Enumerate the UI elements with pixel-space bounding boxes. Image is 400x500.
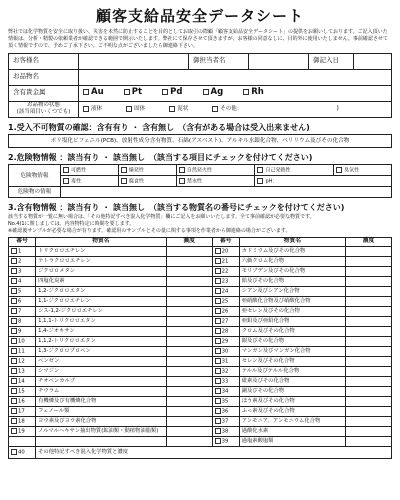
checkbox[interactable] xyxy=(121,167,127,173)
table-row xyxy=(9,316,392,326)
substance-number[interactable]: 12 xyxy=(9,356,36,366)
substance-number[interactable]: 15 xyxy=(9,386,36,396)
section3-notes: 該当する物質が一覧に無い場合は、「その他特記すべき混入化学物質」欄にご記入をお願いいたします。全て事前確認が必要な物質です。 No.4(1に関しましては、内容物特定に時間を要します。 ※確認後サンプルが必要な場合が有ります。確認用のサンプルとその量に関する事項を作業者から御連絡の場合がございます。 xyxy=(8,214,315,234)
table-row xyxy=(9,406,392,416)
checkbox[interactable] xyxy=(215,278,221,284)
substance-number xyxy=(9,436,36,446)
substance-name: 1,1,2-トリクロロエタン xyxy=(36,336,167,346)
substance-name: マンガン及びマンガン化合物 xyxy=(239,346,345,356)
table-row xyxy=(9,376,392,386)
checkbox[interactable] xyxy=(203,89,209,95)
customer-info-table xyxy=(8,53,392,118)
concentration-field[interactable] xyxy=(346,306,392,316)
substance-number[interactable]: 17 xyxy=(9,406,36,416)
checkbox[interactable] xyxy=(11,428,17,434)
checkbox[interactable] xyxy=(215,398,221,404)
checkbox[interactable] xyxy=(215,258,221,264)
checkbox[interactable] xyxy=(11,328,17,334)
checkbox[interactable] xyxy=(11,358,17,364)
table-row xyxy=(9,256,392,266)
checkbox[interactable] xyxy=(162,89,168,95)
checkbox[interactable] xyxy=(257,178,263,184)
substance-name: フェノール類 xyxy=(36,406,167,416)
substance-number[interactable]: 35 xyxy=(212,396,239,406)
table-row xyxy=(9,436,392,446)
metal-option-pt[interactable]: Pt xyxy=(124,87,142,97)
checkbox[interactable] xyxy=(11,308,17,314)
substance-name: シアン及びシアン化合物 xyxy=(239,286,345,296)
concentration-field[interactable] xyxy=(346,366,392,376)
substance-name: 1,2-ジクロロエタン xyxy=(36,286,167,296)
hazard-water-reactive[interactable]: 禁水性 xyxy=(176,176,255,187)
substance-name: ベンゼン xyxy=(36,356,167,366)
person-label: 御担当者名 xyxy=(189,53,249,69)
substance-number[interactable]: 26 xyxy=(212,306,239,316)
checkbox[interactable] xyxy=(11,408,17,414)
concentration-field[interactable] xyxy=(346,386,392,396)
concentration-field[interactable] xyxy=(346,396,392,406)
substance-number[interactable]: 32 xyxy=(212,366,239,376)
checkbox[interactable] xyxy=(63,167,69,173)
concentration-field[interactable] xyxy=(166,316,212,326)
substance-rows xyxy=(9,246,392,458)
concentration-field[interactable] xyxy=(166,296,212,306)
substance-name: シス-1,2-ジクロロエチレン xyxy=(36,306,167,316)
customer-label: お客様名 xyxy=(9,53,79,69)
checkbox[interactable] xyxy=(11,248,17,254)
checkbox[interactable] xyxy=(11,418,17,424)
checkbox[interactable] xyxy=(215,338,221,344)
substance-name: ジクロロメタン xyxy=(36,266,167,276)
metals-options xyxy=(79,85,392,101)
substance-number[interactable]: 28 xyxy=(212,326,239,336)
concentration-field[interactable] xyxy=(166,366,212,376)
substance-name: ヨウ素及びヨウ素化合物 xyxy=(36,416,167,426)
checkbox[interactable] xyxy=(83,89,89,95)
checkbox[interactable] xyxy=(11,348,17,354)
section3-title: 3.含有物情報 ：該当有り ・ 該当無し （該当する物質名の番号にチェックを付けてください) xyxy=(8,203,345,213)
date-field[interactable] xyxy=(354,53,392,69)
other-substances-field[interactable]: その他特記すべき混入化学物質と濃度 xyxy=(36,446,392,458)
concentration-field[interactable] xyxy=(166,336,212,346)
checkbox[interactable] xyxy=(215,438,221,444)
substance-number[interactable]: 14 xyxy=(9,376,36,386)
substance-name: 鉛及びその化合物 xyxy=(239,276,345,286)
checkbox[interactable] xyxy=(121,178,127,184)
concentration-field[interactable] xyxy=(166,246,212,256)
table-row xyxy=(9,306,392,316)
concentration-field[interactable] xyxy=(346,286,392,296)
hazard-label: 危険物情報 xyxy=(9,165,61,187)
checkbox[interactable] xyxy=(169,106,175,112)
checkbox[interactable] xyxy=(215,408,221,414)
concentration-field[interactable] xyxy=(166,276,212,286)
substance-number[interactable]: 19 xyxy=(9,426,36,436)
table-row xyxy=(9,366,392,376)
substance-table xyxy=(8,237,392,459)
substance-name: チオベンカルブ xyxy=(36,376,167,386)
table-row xyxy=(9,386,392,396)
hazard-table xyxy=(8,164,392,198)
substance-number[interactable]: 5 xyxy=(9,286,36,296)
substance-name: 過酸化水素 xyxy=(239,426,345,436)
table-row xyxy=(9,246,392,256)
substance-name: ノルマルヘキサン抽出物質(鉱油類・動植物油脂類) xyxy=(36,426,167,436)
state-other-close: ) xyxy=(336,104,339,113)
substance-number[interactable]: 27 xyxy=(212,316,239,326)
substance-number[interactable]: 36 xyxy=(212,406,239,416)
checkbox[interactable] xyxy=(215,388,221,394)
checkbox[interactable] xyxy=(215,318,221,324)
substance-name: ほう素及びその化合物 xyxy=(239,396,345,406)
checkbox[interactable] xyxy=(11,378,17,384)
substance-name: モリブデン及びその化合物 xyxy=(239,266,345,276)
col-name: 物質名 xyxy=(36,237,167,246)
table-row xyxy=(9,266,392,276)
substance-number[interactable]: 16 xyxy=(9,396,36,406)
substance-number[interactable]: 11 xyxy=(9,346,36,356)
concentration-field[interactable] xyxy=(346,326,392,336)
substance-number[interactable]: 40 xyxy=(9,446,36,458)
concentration-field[interactable] xyxy=(166,286,212,296)
table-row xyxy=(9,276,392,286)
table-row xyxy=(9,426,392,436)
concentration-field[interactable] xyxy=(346,376,392,386)
date-label: 御記入日 xyxy=(309,53,354,69)
substance-name: 銅及びその化合物 xyxy=(239,386,345,396)
substance-name: 亜硝酸化合物及び硝酸化合物 xyxy=(239,296,345,306)
substance-name: 1,4-ジオキサン xyxy=(36,326,167,336)
concentration-field[interactable] xyxy=(346,316,392,326)
checkbox[interactable] xyxy=(212,106,218,112)
checkbox[interactable] xyxy=(215,358,221,364)
prohibited-substances: ポリ塩化ビフェニル(PCB)、放射性成分含有物質、石綿(アスベスト)、アルキル水銀化合物、ベリリウム及びその化合物 xyxy=(8,134,392,148)
checkbox[interactable] xyxy=(11,298,17,304)
concentration-field[interactable] xyxy=(166,376,212,386)
substance-name: 銀及びその化合物 xyxy=(239,336,345,346)
substance-number[interactable]: 9 xyxy=(9,326,36,336)
concentration-field[interactable] xyxy=(346,336,392,346)
metals-label: 含有貴金属 xyxy=(9,85,79,101)
substance-number[interactable]: 30 xyxy=(212,346,239,356)
substance-number[interactable]: 3 xyxy=(9,266,36,276)
substance-number[interactable]: 29 xyxy=(212,336,239,346)
substance-number[interactable]: 34 xyxy=(212,386,239,396)
substance-name: テトラクロロエチレン xyxy=(36,256,167,266)
substance-number[interactable]: 39 xyxy=(212,436,239,446)
substance-name xyxy=(36,436,167,446)
substance-name: チウラム xyxy=(36,386,167,396)
checkbox[interactable] xyxy=(215,288,221,294)
substance-name: クロム及びその化合物 xyxy=(239,326,345,336)
checkbox[interactable] xyxy=(215,378,221,384)
checkbox[interactable] xyxy=(215,328,221,334)
state-label: お品物の状態 (該当項目いくつでも) xyxy=(9,101,79,117)
col-conc: 濃度 xyxy=(346,237,392,246)
substance-name: アンモニア、アンモニウム化合物 xyxy=(239,416,345,426)
person-field[interactable] xyxy=(249,53,309,69)
checkbox[interactable] xyxy=(11,318,17,324)
table-row xyxy=(9,396,392,406)
metal-option-ag[interactable]: Ag xyxy=(203,87,224,97)
table-row xyxy=(9,326,392,336)
hazard-self-heating[interactable]: 自己発熱性 xyxy=(255,165,334,176)
concentration-field[interactable] xyxy=(166,416,212,426)
checkbox[interactable] xyxy=(257,167,263,173)
checkbox[interactable] xyxy=(215,268,221,274)
concentration-field[interactable] xyxy=(166,396,212,406)
checkbox[interactable] xyxy=(215,428,221,434)
metal-option-rh[interactable]: Rh xyxy=(243,87,264,97)
substance-name: 砒素及びその化合物 xyxy=(239,376,345,386)
substance-name: 1,1-ジクロロエチレン xyxy=(36,296,167,306)
concentration-field[interactable] xyxy=(346,256,392,266)
item-field[interactable] xyxy=(79,69,392,85)
concentration-field[interactable] xyxy=(166,426,212,436)
checkbox[interactable] xyxy=(124,89,130,95)
table-row xyxy=(9,346,392,356)
substance-number[interactable]: 21 xyxy=(212,256,239,266)
substance-name: トリクロロエチレン xyxy=(36,246,167,256)
substance-number[interactable]: 1 xyxy=(9,246,36,256)
substance-name: シマジン xyxy=(36,366,167,376)
checkbox[interactable] xyxy=(215,248,221,254)
hazard-flammable[interactable]: 可燃性 xyxy=(61,165,119,176)
substance-number[interactable]: 6 xyxy=(9,296,36,306)
concentration-field[interactable] xyxy=(346,356,392,366)
table-row xyxy=(9,336,392,346)
substance-name: 1,3-ジクロロプロペン xyxy=(36,346,167,356)
state-option-other[interactable]: その他： xyxy=(212,106,242,112)
concentration-field[interactable] xyxy=(346,416,392,426)
checkbox[interactable] xyxy=(215,348,221,354)
substance-name: 六価クロム化合物 xyxy=(239,256,345,266)
concentration-field[interactable] xyxy=(346,406,392,416)
state-options xyxy=(79,101,392,117)
checkbox[interactable] xyxy=(126,106,132,112)
checkbox[interactable] xyxy=(11,449,17,455)
page-title: 顧客支給品安全データシート xyxy=(95,7,304,25)
hazard-ph[interactable]: pH： xyxy=(255,176,392,187)
substance-number[interactable]: 37 xyxy=(212,416,239,426)
concentration-field[interactable] xyxy=(166,386,212,396)
concentration-field[interactable] xyxy=(166,346,212,356)
checkbox[interactable] xyxy=(179,178,185,184)
metal-option-au[interactable]: Au xyxy=(83,87,104,97)
table-row xyxy=(9,416,392,426)
substance-number[interactable]: 4 xyxy=(9,276,36,286)
table-row xyxy=(9,296,392,306)
hazard-toxic[interactable]: 毒性 xyxy=(61,176,119,187)
state-option-slurry[interactable]: 泥状 xyxy=(169,106,188,112)
substance-number[interactable]: 13 xyxy=(9,366,36,376)
col-no: 番号 xyxy=(212,237,239,246)
substance-number[interactable]: 25 xyxy=(212,296,239,306)
col-conc: 濃度 xyxy=(166,237,212,246)
checkbox[interactable] xyxy=(63,178,69,184)
concentration-field[interactable] xyxy=(166,326,212,336)
checkbox[interactable] xyxy=(11,288,17,294)
substance-name: 過塩素酸塩類 xyxy=(239,436,345,446)
hazard-info-label: 危険物の情報 xyxy=(9,187,61,198)
substance-number[interactable]: 38 xyxy=(212,426,239,436)
hazard-pyrophoric[interactable]: 自然発火性 xyxy=(176,165,255,176)
checkbox[interactable] xyxy=(11,258,17,264)
table-row xyxy=(9,356,392,366)
substance-name: 有機燐及び有機燐化合物 xyxy=(36,396,167,406)
checkbox[interactable] xyxy=(11,268,17,274)
concentration-field[interactable] xyxy=(166,406,212,416)
concentration-field[interactable] xyxy=(166,256,212,266)
section1-title: 1.受入不可物質の確認：含有有り ・ 含有無し （含有がある場合は受入出来ません) xyxy=(8,122,310,132)
item-label: お品物名 xyxy=(9,69,79,85)
state-option-solid[interactable]: 固体 xyxy=(126,106,145,112)
concentration-field[interactable] xyxy=(346,426,392,436)
checkbox[interactable] xyxy=(243,89,249,95)
section2-title: 2.危険物情報 ：該当有り ・ 該当無し （該当する項目にチェックを付けてください) xyxy=(8,153,313,163)
substance-number[interactable]: 10 xyxy=(9,336,36,346)
substance-number[interactable]: 24 xyxy=(212,286,239,296)
hazard-odor[interactable]: 臭気性 xyxy=(334,165,392,176)
substance-name: 亜鉛及び亜鉛化合物 xyxy=(239,316,345,326)
substance-number[interactable]: 8 xyxy=(9,316,36,326)
substance-number[interactable]: 22 xyxy=(212,266,239,276)
substance-name: 1,1,1-トリクロロエタン xyxy=(36,316,167,326)
checkbox[interactable] xyxy=(11,398,17,404)
col-no: 番号 xyxy=(9,237,36,246)
hazard-explosive[interactable]: 爆発性 xyxy=(118,165,176,176)
checkbox[interactable] xyxy=(11,278,17,284)
table-row-other xyxy=(9,446,392,458)
state-option-liquid[interactable]: 液体 xyxy=(83,106,102,112)
customer-field[interactable] xyxy=(79,53,189,69)
concentration-field[interactable] xyxy=(166,356,212,366)
checkbox[interactable] xyxy=(215,308,221,314)
checkbox[interactable] xyxy=(11,368,17,374)
metal-option-pd[interactable]: Pd xyxy=(162,87,182,97)
checkbox[interactable] xyxy=(336,167,342,173)
checkbox[interactable] xyxy=(11,388,17,394)
checkbox[interactable] xyxy=(83,106,89,112)
concentration-field[interactable] xyxy=(346,266,392,276)
substance-name: テルル及びテルル化合物 xyxy=(239,366,345,376)
substance-number[interactable]: 31 xyxy=(212,356,239,366)
concentration-field[interactable] xyxy=(346,296,392,306)
substance-number[interactable]: 33 xyxy=(212,376,239,386)
col-name: 物質名 xyxy=(239,237,345,246)
substance-name: ふっ素及びその化合物 xyxy=(239,406,345,416)
concentration-field[interactable] xyxy=(166,266,212,276)
checkbox[interactable] xyxy=(179,167,185,173)
substance-name: 四塩化炭素 xyxy=(36,276,167,286)
substance-number[interactable]: 23 xyxy=(212,276,239,286)
substance-number[interactable]: 2 xyxy=(9,256,36,266)
table-row xyxy=(9,286,392,296)
concentration-field[interactable] xyxy=(346,276,392,286)
hazard-corrosive[interactable]: 腐食性 xyxy=(118,176,176,187)
checkbox[interactable] xyxy=(215,418,221,424)
concentration-field[interactable] xyxy=(166,306,212,316)
checkbox[interactable] xyxy=(215,368,221,374)
hazard-info-field[interactable] xyxy=(61,187,392,198)
substance-name: カドミウム及びその化合物 xyxy=(239,246,345,256)
concentration-field[interactable] xyxy=(166,436,212,446)
substance-name: 亜セレン及びその化合物 xyxy=(239,306,345,316)
checkbox[interactable] xyxy=(215,298,221,304)
substance-number[interactable]: 7 xyxy=(9,306,36,316)
substance-number[interactable]: 18 xyxy=(9,416,36,426)
substance-number[interactable]: 20 xyxy=(212,246,239,256)
concentration-field[interactable] xyxy=(346,346,392,356)
checkbox[interactable] xyxy=(11,338,17,344)
concentration-field[interactable] xyxy=(346,436,392,446)
intro-text: 弊社では化学物質を安全に取り扱い、災害を未然に防止することを目的としてお取引の際顧「顧客支給品安全データシート」の提供をお願いしております。ご記入頂いた情報は、分析・精製の依頼業者が確認できる範囲で開示いたします。弊社にて保存させて頂きますが、お客様の同意なしに、目的外に使用いたしません。事前確認させて頂く情報ですので、予めご了承下さい。ご不明な点がございましたら御連絡下さい。 xyxy=(8,29,388,49)
concentration-field[interactable] xyxy=(346,246,392,256)
substance-name: セレン及びその化合物 xyxy=(239,356,345,366)
